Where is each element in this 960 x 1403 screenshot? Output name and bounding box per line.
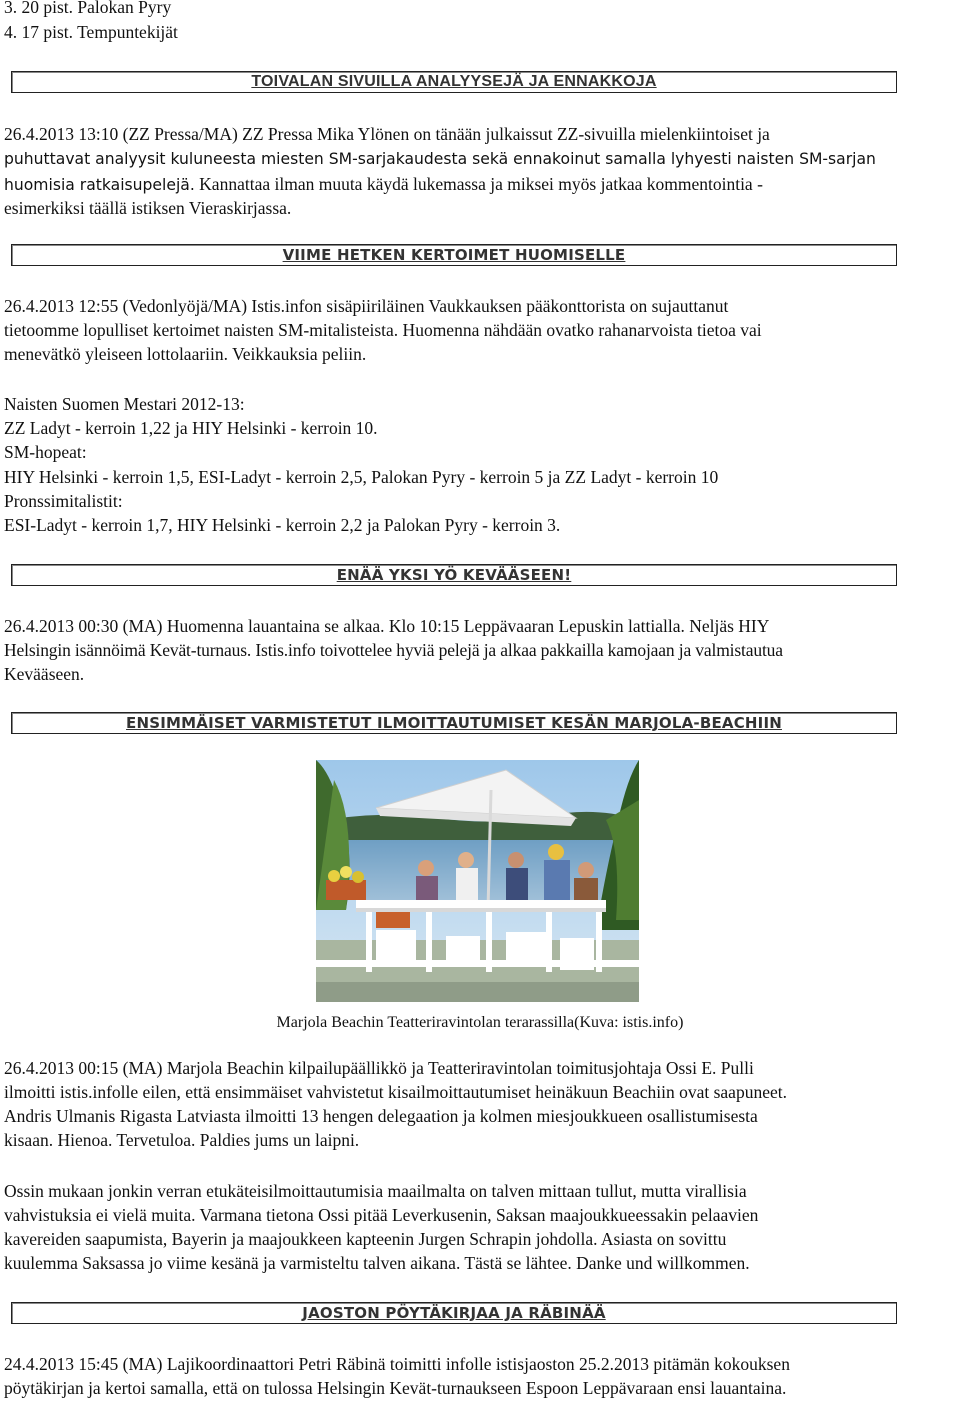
news-line: 26.4.2013 13:10 (ZZ Pressa/MA) ZZ Pressa Mika Ylönen on tänään julkaissut ZZ-sivuilla mielenkiintoiset ja	[4, 124, 770, 144]
section-heading-text: JAOSTON PÖYTÄKIRJAA JA RÄBINÄÄ	[302, 1304, 606, 1322]
section-heading	[11, 564, 897, 586]
news-line: Naisten Suomen Mestari 2012-13:	[4, 394, 245, 414]
section-heading	[11, 712, 897, 734]
news-line: pöytäkirjan ja kertoi samalla, että on tulossa Helsingin Kevät-turnaukseen Espoon Leppävaraan ensi lauantaina.	[4, 1378, 787, 1398]
news-line: vahvistuksia ei vielä muita. Varmana tietona Ossi pitää Leverkusenin, Saksan maajoukkueessakin pelaavien	[4, 1205, 759, 1225]
news-line: ilmoitti istis.infolle eilen, että ensimmäiset vahvistetut kisailmoittautumiset heinäkuun Beachiin ovat saapuneet.	[4, 1082, 787, 1102]
photo-illustration	[316, 760, 639, 1002]
news-text: Kannattaa ilman muuta käydä lukemassa ja miksei myös jatkaa kommentointia -	[194, 174, 763, 194]
news-line: 26.4.2013 00:15 (MA) Marjola Beachin kilpailupäällikkö ja Teatteriravintolan toimitusjohtaja Ossi E. Pulli	[4, 1058, 754, 1078]
section-heading-text: ENSIMMÄISET VARMISTETUT ILMOITTAUTUMISET KESÄN MARJOLA-BEACHIIN	[126, 714, 782, 732]
news-line: kisaan. Hienoa. Tervetuloa. Paldies jums un laipni.	[4, 1130, 360, 1150]
news-line: Ossin mukaan jonkin verran etukäteisilmoittautumisia maailmalta on talven mittaan tullut, mutta virallisia	[4, 1181, 747, 1201]
news-line: Helsingin isännöimä Kevät-turnaus. Istis.info toivottelee hyviä pelejä ja alkaa pakkailla kamojaan ja valmistautua	[4, 640, 783, 660]
news-line: kuulemma Saksassa jo viime kesänä ja varmisteltu talven aikana. Tästä se lähtee. Danke und willkommen.	[4, 1253, 750, 1273]
news-line: SM-hopeat:	[4, 442, 87, 462]
news-line: puhuttavat analyysit kuluneesta miesten SM-sarjakaudesta sekä ennakoinut samalla lyhyesti naisten SM-sarjan	[4, 150, 876, 168]
news-line: 26.4.2013 12:55 (Vedonlyöjä/MA) Istis.infon sisäpiiriläinen Vaukkauksen pääkonttorista on sujauttanut	[4, 296, 729, 316]
news-line: HIY Helsinki - kerroin 1,5, ESI-Ladyt - kerroin 2,5, Palokan Pyry - kerroin 5 ja ZZ Ladyt - kerroin 10	[4, 467, 719, 487]
section-heading	[11, 244, 897, 266]
news-text-sans: huomisia ratkaisupelejä.	[4, 176, 195, 194]
section-heading	[11, 1302, 897, 1324]
section-heading-text: VIIME HETKEN KERTOIMET HUOMISELLE	[282, 246, 626, 264]
news-line: 26.4.2013 00:30 (MA) Huomenna lauantaina se alkaa. Klo 10:15 Leppävaaran Lepuskin lattialla. Neljäs HIY	[4, 616, 770, 636]
news-line: esimerkiksi täällä istiksen Vieraskirjassa.	[4, 198, 292, 218]
news-line: 24.4.2013 15:45 (MA) Lajikoordinaattori Petri Räbinä toimitti infolle istisjaoston 25.2.2013 pitämän kokouksen	[4, 1354, 790, 1374]
news-line	[4, 172, 763, 198]
section-heading	[11, 71, 897, 93]
news-line: menevätkö yleiseen lottolaariin. Veikkauksia peliin.	[4, 344, 367, 364]
news-line: tietoomme lopulliset kertoimet naisten SM-mitalisteista. Huomenna nähdään ovatko rahanarvoista tietoa vai	[4, 320, 762, 340]
standings-line: 3. 20 pist. Palokan Pyry	[4, 0, 172, 17]
section-heading-text: TOIVALAN SIVUILLA ANALYYSEJÄ JA ENNAKKOJA	[251, 73, 657, 90]
news-line: ESI-Ladyt - kerroin 1,7, HIY Helsinki - kerroin 2,2 ja Palokan Pyry - kerroin 3.	[4, 515, 561, 535]
news-line: Kevääseen.	[4, 664, 85, 684]
section-heading-text: ENÄÄ YKSI YÖ KEVÄÄSEEN!	[336, 566, 572, 584]
news-line: ZZ Ladyt - kerroin 1,22 ja HIY Helsinki - kerroin 10.	[4, 418, 378, 438]
news-line: Pronssimitalistit:	[4, 491, 123, 511]
news-line: Andris Ulmanis Rigasta Latviasta ilmoitti 13 hengen delegaation ja kolmen miesjoukkueen osallistumisesta	[4, 1106, 758, 1126]
beach-restaurant-photo	[316, 760, 639, 1002]
photo-caption: Marjola Beachin Teatteriravintolan terarassilla(Kuva: istis.info)	[276, 1014, 684, 1031]
news-line: kavereiden saapumista, Bayerin ja maajoukkeen kapteenin Jurgen Schrapin johdolla. Asiasta on sovittu	[4, 1229, 727, 1249]
standings-line: 4. 17 pist. Tempuntekijät	[4, 22, 178, 42]
